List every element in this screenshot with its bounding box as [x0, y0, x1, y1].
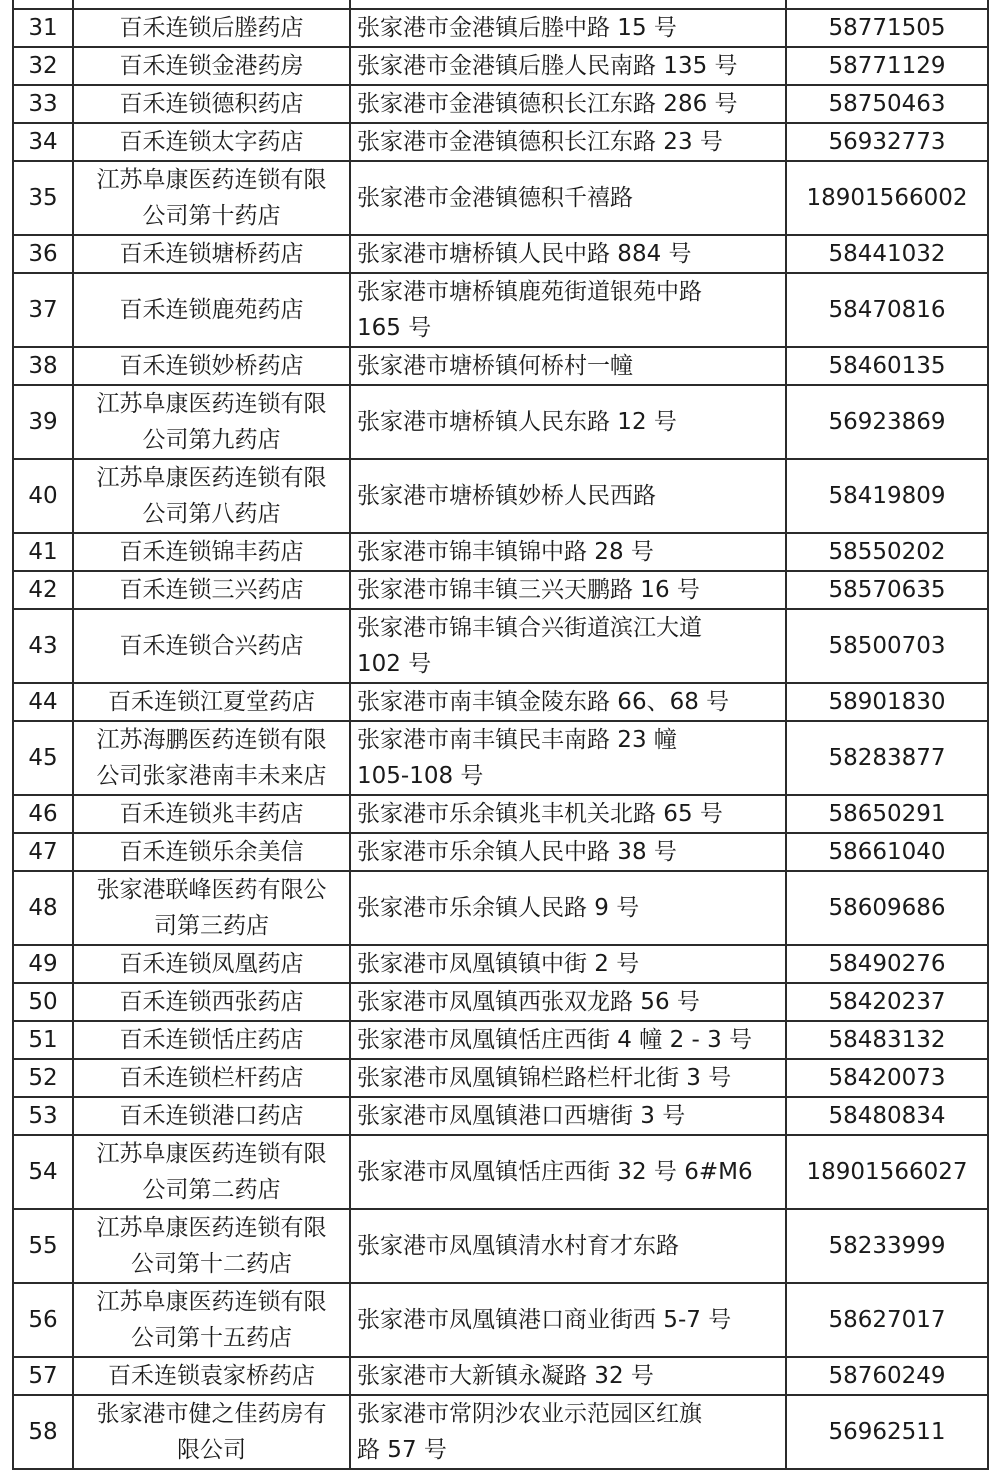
row-number-cell — [13, 871, 73, 945]
table-row — [13, 983, 988, 1021]
pharmacy-address: 张家港市金港镇后塍中路 15 号 — [357, 15, 677, 41]
pharmacy-address-cell — [350, 459, 786, 533]
row-number-cell — [13, 571, 73, 609]
pharmacy-name-cell — [73, 1059, 350, 1097]
row-number: 34 — [28, 129, 58, 155]
pharmacy-address: 张家港市南丰镇金陵东路 66、68 号 — [357, 689, 730, 715]
row-number-cell — [13, 1021, 73, 1059]
row-number-cell — [13, 683, 73, 721]
pharmacy-phone: 58650291 — [828, 801, 946, 827]
pharmacy-name-cell — [73, 1395, 350, 1469]
pharmacy-name: 百禾连锁凤凰药店 — [119, 951, 304, 977]
pharmacy-phone-cell — [786, 721, 988, 795]
pharmacy-name-cell — [73, 347, 350, 385]
pharmacy-address-cell — [350, 609, 786, 683]
row-number: 38 — [28, 353, 58, 379]
pharmacy-name-cell — [73, 609, 350, 683]
row-number-cell — [13, 47, 73, 85]
pharmacy-name-cell — [73, 459, 350, 533]
pharmacy-phone-cell — [786, 1283, 988, 1357]
pharmacy-phone: 58550202 — [828, 539, 946, 565]
pharmacy-name-cell — [73, 983, 350, 1021]
row-number-cell — [13, 1209, 73, 1283]
pharmacy-phone-cell — [786, 459, 988, 533]
pharmacy-address-cell — [350, 871, 786, 945]
row-number-cell — [13, 273, 73, 347]
pharmacy-name-cell — [73, 1021, 350, 1059]
row-number: 49 — [28, 951, 58, 977]
pharmacy-name-cell — [73, 1135, 350, 1209]
row-number: 56 — [28, 1307, 58, 1333]
pharmacy-phone-cell — [786, 983, 988, 1021]
pharmacy-name: 江苏阜康医药连锁有限 公司第八药店 — [96, 465, 327, 527]
pharmacy-name-cell — [73, 235, 350, 273]
pharmacy-name: 百禾连锁太字药店 — [119, 129, 304, 155]
cut-cell — [350, 0, 786, 9]
row-number: 46 — [28, 801, 58, 827]
pharmacy-phone: 58901830 — [828, 689, 946, 715]
pharmacy-phone: 58420237 — [828, 989, 946, 1015]
row-number: 36 — [28, 241, 58, 267]
row-number: 53 — [28, 1103, 58, 1129]
pharmacy-address: 张家港市塘桥镇妙桥人民西路 — [357, 483, 656, 509]
table-row — [13, 533, 988, 571]
table-row — [13, 1357, 988, 1395]
pharmacy-name-cell — [73, 123, 350, 161]
table-row — [13, 609, 988, 683]
pharmacy-phone-cell — [786, 533, 988, 571]
row-number-cell — [13, 1283, 73, 1357]
row-number-cell — [13, 385, 73, 459]
pharmacy-phone: 58441032 — [828, 241, 946, 267]
pharmacy-name-cell — [73, 9, 350, 47]
table-row — [13, 571, 988, 609]
pharmacy-address-cell — [350, 683, 786, 721]
pharmacy-name: 百禾连锁金港药房 — [119, 53, 304, 79]
pharmacy-phone: 58771505 — [828, 15, 946, 41]
row-number-cell — [13, 1059, 73, 1097]
pharmacy-phone: 58570635 — [828, 577, 946, 603]
pharmacy-name: 江苏阜康医药连锁有限 公司第十药店 — [96, 167, 327, 229]
pharmacy-table — [12, 0, 989, 1470]
pharmacy-address: 张家港市金港镇德积千禧路 — [357, 185, 633, 211]
row-number: 47 — [28, 839, 58, 865]
pharmacy-phone-cell — [786, 1209, 988, 1283]
pharmacy-phone-cell — [786, 571, 988, 609]
pharmacy-address-cell — [350, 235, 786, 273]
pharmacy-name: 百禾连锁恬庄药店 — [119, 1027, 304, 1053]
pharmacy-name: 江苏海鹏医药连锁有限 公司张家港南丰未来店 — [96, 727, 327, 789]
row-number: 58 — [28, 1419, 58, 1445]
row-number-cell — [13, 609, 73, 683]
pharmacy-phone: 58500703 — [828, 633, 946, 659]
pharmacy-phone-cell — [786, 871, 988, 945]
pharmacy-address-cell — [350, 1395, 786, 1469]
pharmacy-address: 张家港市金港镇德积长江东路 286 号 — [357, 91, 738, 117]
pharmacy-address-cell — [350, 945, 786, 983]
pharmacy-name: 江苏阜康医药连锁有限 公司第十二药店 — [96, 1215, 327, 1277]
row-number: 32 — [28, 53, 58, 79]
pharmacy-phone-cell — [786, 123, 988, 161]
pharmacy-address: 张家港市金港镇德积长江东路 23 号 — [357, 129, 723, 155]
pharmacy-address-cell — [350, 385, 786, 459]
pharmacy-address-cell — [350, 347, 786, 385]
row-number: 48 — [28, 895, 58, 921]
row-number: 50 — [28, 989, 58, 1015]
table-row — [13, 833, 988, 871]
row-number-cell — [13, 833, 73, 871]
pharmacy-phone: 58771129 — [828, 53, 946, 79]
pharmacy-address-cell — [350, 1021, 786, 1059]
pharmacy-phone-cell — [786, 347, 988, 385]
pharmacy-address-cell — [350, 833, 786, 871]
pharmacy-name-cell — [73, 571, 350, 609]
pharmacy-address: 张家港市大新镇永凝路 32 号 — [357, 1363, 654, 1389]
pharmacy-name-cell — [73, 47, 350, 85]
table-row — [13, 1395, 988, 1469]
table-row — [13, 9, 988, 47]
table-row — [13, 161, 988, 235]
pharmacy-name: 百禾连锁德积药店 — [119, 91, 304, 117]
row-number: 37 — [28, 297, 58, 323]
row-number: 41 — [28, 539, 58, 565]
table-row — [13, 1021, 988, 1059]
table-row — [13, 1283, 988, 1357]
table-row — [13, 721, 988, 795]
row-number: 39 — [28, 409, 58, 435]
pharmacy-name-cell — [73, 161, 350, 235]
row-number: 51 — [28, 1027, 58, 1053]
pharmacy-name-cell — [73, 1357, 350, 1395]
table-row — [13, 123, 988, 161]
pharmacy-phone-cell — [786, 1395, 988, 1469]
pharmacy-phone: 56962511 — [828, 1419, 946, 1445]
pharmacy-name: 江苏阜康医药连锁有限 公司第九药店 — [96, 391, 327, 453]
pharmacy-name-cell — [73, 721, 350, 795]
pharmacy-phone: 18901566027 — [806, 1159, 968, 1185]
pharmacy-address: 张家港市凤凰镇西张双龙路 56 号 — [357, 989, 700, 1015]
row-number-cell — [13, 347, 73, 385]
pharmacy-address-cell — [350, 47, 786, 85]
pharmacy-address: 张家港市乐余镇人民路 9 号 — [357, 895, 640, 921]
pharmacy-name-cell — [73, 833, 350, 871]
pharmacy-name-cell — [73, 385, 350, 459]
table-row — [13, 683, 988, 721]
pharmacy-phone: 58233999 — [828, 1233, 946, 1259]
pharmacy-address-cell — [350, 1059, 786, 1097]
pharmacy-address: 张家港市锦丰镇三兴天鹏路 16 号 — [357, 577, 700, 603]
pharmacy-name-cell — [73, 85, 350, 123]
pharmacy-phone-cell — [786, 47, 988, 85]
pharmacy-name: 百禾连锁合兴药店 — [119, 633, 304, 659]
row-number-cell — [13, 9, 73, 47]
pharmacy-name: 百禾连锁三兴药店 — [119, 577, 304, 603]
pharmacy-phone: 58490276 — [828, 951, 946, 977]
pharmacy-phone: 58661040 — [828, 839, 946, 865]
table-row — [13, 85, 988, 123]
pharmacy-address: 张家港市常阴沙农业示范园区红旗 路 57 号 — [357, 1401, 702, 1463]
row-number: 54 — [28, 1159, 58, 1185]
table-row — [13, 459, 988, 533]
pharmacy-address-cell — [350, 161, 786, 235]
pharmacy-name: 百禾连锁后塍药店 — [119, 15, 304, 41]
pharmacy-address-cell — [350, 9, 786, 47]
pharmacy-phone-cell — [786, 1021, 988, 1059]
pharmacy-phone-cell — [786, 273, 988, 347]
table-row — [13, 47, 988, 85]
pharmacy-phone: 58470816 — [828, 297, 946, 323]
pharmacy-address-cell — [350, 1135, 786, 1209]
cut-cell — [786, 0, 988, 9]
pharmacy-phone: 58483132 — [828, 1027, 946, 1053]
pharmacy-phone: 56932773 — [828, 129, 946, 155]
row-number: 44 — [28, 689, 58, 715]
row-number: 33 — [28, 91, 58, 117]
table-row — [13, 945, 988, 983]
pharmacy-phone: 58750463 — [828, 91, 946, 117]
pharmacy-name: 百禾连锁袁家桥药店 — [108, 1363, 315, 1389]
pharmacy-phone-cell — [786, 235, 988, 273]
row-number: 40 — [28, 483, 58, 509]
pharmacy-address: 张家港市凤凰镇清水村育才东路 — [357, 1233, 679, 1259]
row-number: 31 — [28, 15, 58, 41]
pharmacy-address: 张家港市南丰镇民丰南路 23 幢 105-108 号 — [357, 727, 677, 789]
table-row — [13, 1135, 988, 1209]
pharmacy-address: 张家港市锦丰镇合兴街道滨江大道 102 号 — [357, 615, 702, 677]
table-row — [13, 347, 988, 385]
row-number: 35 — [28, 185, 58, 211]
pharmacy-address-cell — [350, 983, 786, 1021]
table-row — [13, 795, 988, 833]
pharmacy-name-cell — [73, 1209, 350, 1283]
table-row — [13, 871, 988, 945]
row-number: 45 — [28, 745, 58, 771]
row-number-cell — [13, 721, 73, 795]
pharmacy-phone-cell — [786, 609, 988, 683]
row-number: 57 — [28, 1363, 58, 1389]
table-row — [13, 1209, 988, 1283]
row-number-cell — [13, 123, 73, 161]
pharmacy-address: 张家港市凤凰镇恬庄西街 4 幢 2 - 3 号 — [357, 1027, 753, 1053]
row-number: 55 — [28, 1233, 58, 1259]
pharmacy-phone: 58460135 — [828, 353, 946, 379]
pharmacy-name-cell — [73, 795, 350, 833]
pharmacy-address: 张家港市凤凰镇港口商业街西 5-7 号 — [357, 1307, 732, 1333]
pharmacy-phone-cell — [786, 833, 988, 871]
pharmacy-name: 百禾连锁江夏堂药店 — [108, 689, 315, 715]
row-number-cell — [13, 1097, 73, 1135]
pharmacy-phone-cell — [786, 795, 988, 833]
pharmacy-address: 张家港市凤凰镇港口西塘街 3 号 — [357, 1103, 686, 1129]
pharmacy-address-cell — [350, 273, 786, 347]
row-number: 52 — [28, 1065, 58, 1091]
pharmacy-address-cell — [350, 795, 786, 833]
pharmacy-address-cell — [350, 533, 786, 571]
pharmacy-address: 张家港市乐余镇人民中路 38 号 — [357, 839, 677, 865]
pharmacy-address-cell — [350, 1283, 786, 1357]
pharmacy-phone-cell — [786, 1135, 988, 1209]
pharmacy-name: 百禾连锁锦丰药店 — [119, 539, 304, 565]
row-number-cell — [13, 1395, 73, 1469]
table-row-partial — [13, 0, 988, 9]
pharmacy-name: 百禾连锁妙桥药店 — [119, 353, 304, 379]
pharmacy-name-cell — [73, 945, 350, 983]
pharmacy-address: 张家港市乐余镇兆丰机关北路 65 号 — [357, 801, 723, 827]
pharmacy-phone-cell — [786, 945, 988, 983]
pharmacy-phone-cell — [786, 1357, 988, 1395]
pharmacy-phone-cell — [786, 85, 988, 123]
pharmacy-address-cell — [350, 85, 786, 123]
pharmacy-name: 百禾连锁栏杆药店 — [119, 1065, 304, 1091]
pharmacy-name-cell — [73, 533, 350, 571]
cut-cell — [73, 0, 350, 9]
pharmacy-address: 张家港市凤凰镇锦栏路栏杆北街 3 号 — [357, 1065, 732, 1091]
row-number-cell — [13, 945, 73, 983]
pharmacy-phone-cell — [786, 1059, 988, 1097]
table-row — [13, 235, 988, 273]
pharmacy-name: 张家港联峰医药有限公 司第三药店 — [96, 877, 327, 939]
pharmacy-address: 张家港市塘桥镇人民东路 12 号 — [357, 409, 677, 435]
row-number: 43 — [28, 633, 58, 659]
pharmacy-address: 张家港市锦丰镇锦中路 28 号 — [357, 539, 654, 565]
pharmacy-address-cell — [350, 721, 786, 795]
pharmacy-name-cell — [73, 273, 350, 347]
pharmacy-address: 张家港市塘桥镇人民中路 884 号 — [357, 241, 692, 267]
pharmacy-name: 百禾连锁鹿苑药店 — [119, 297, 304, 323]
pharmacy-address: 张家港市金港镇后塍人民南路 135 号 — [357, 53, 738, 79]
pharmacy-table-body — [13, 0, 988, 1469]
pharmacy-name: 张家港市健之佳药房有 限公司 — [96, 1401, 327, 1463]
pharmacy-address: 张家港市凤凰镇恬庄西街 32 号 6#M6 — [357, 1159, 753, 1185]
table-row — [13, 1097, 988, 1135]
pharmacy-phone-cell — [786, 1097, 988, 1135]
pharmacy-phone: 58609686 — [828, 895, 946, 921]
row-number-cell — [13, 1135, 73, 1209]
row-number-cell — [13, 795, 73, 833]
pharmacy-phone: 56923869 — [828, 409, 946, 435]
pharmacy-phone: 58760249 — [828, 1363, 946, 1389]
row-number: 42 — [28, 577, 58, 603]
pharmacy-phone: 58627017 — [828, 1307, 946, 1333]
pharmacy-name: 百禾连锁西张药店 — [119, 989, 304, 1015]
pharmacy-address: 张家港市塘桥镇鹿苑街道银苑中路 165 号 — [357, 279, 702, 341]
pharmacy-name-cell — [73, 683, 350, 721]
row-number-cell — [13, 85, 73, 123]
pharmacy-phone-cell — [786, 9, 988, 47]
pharmacy-address: 张家港市凤凰镇镇中街 2 号 — [357, 951, 640, 977]
pharmacy-phone-cell — [786, 683, 988, 721]
pharmacy-address-cell — [350, 1097, 786, 1135]
pharmacy-name-cell — [73, 1283, 350, 1357]
pharmacy-phone: 18901566002 — [806, 185, 968, 211]
row-number-cell — [13, 1357, 73, 1395]
pharmacy-name: 江苏阜康医药连锁有限 公司第二药店 — [96, 1141, 327, 1203]
table-row — [13, 385, 988, 459]
row-number-cell — [13, 161, 73, 235]
pharmacy-address-cell — [350, 1357, 786, 1395]
pharmacy-address-cell — [350, 1209, 786, 1283]
pharmacy-phone: 58419809 — [828, 483, 946, 509]
pharmacy-address-cell — [350, 571, 786, 609]
pharmacy-name: 百禾连锁港口药店 — [119, 1103, 304, 1129]
pharmacy-phone: 58283877 — [828, 745, 946, 771]
pharmacy-name: 江苏阜康医药连锁有限 公司第十五药店 — [96, 1289, 327, 1351]
pharmacy-phone: 58420073 — [828, 1065, 946, 1091]
pharmacy-name-cell — [73, 1097, 350, 1135]
row-number-cell — [13, 533, 73, 571]
table-row — [13, 1059, 988, 1097]
pharmacy-name-cell — [73, 871, 350, 945]
pharmacy-address-cell — [350, 123, 786, 161]
pharmacy-address: 张家港市塘桥镇何桥村一幢 — [357, 353, 633, 379]
row-number-cell — [13, 235, 73, 273]
pharmacy-phone: 58480834 — [828, 1103, 946, 1129]
table-row — [13, 273, 988, 347]
pharmacy-name: 百禾连锁塘桥药店 — [119, 241, 304, 267]
pharmacy-phone-cell — [786, 385, 988, 459]
row-number-cell — [13, 983, 73, 1021]
pharmacy-name: 百禾连锁乐余美信 — [119, 839, 304, 865]
pharmacy-phone-cell — [786, 161, 988, 235]
row-number-cell — [13, 459, 73, 533]
pharmacy-name: 百禾连锁兆丰药店 — [119, 801, 304, 827]
cut-cell — [13, 0, 73, 9]
